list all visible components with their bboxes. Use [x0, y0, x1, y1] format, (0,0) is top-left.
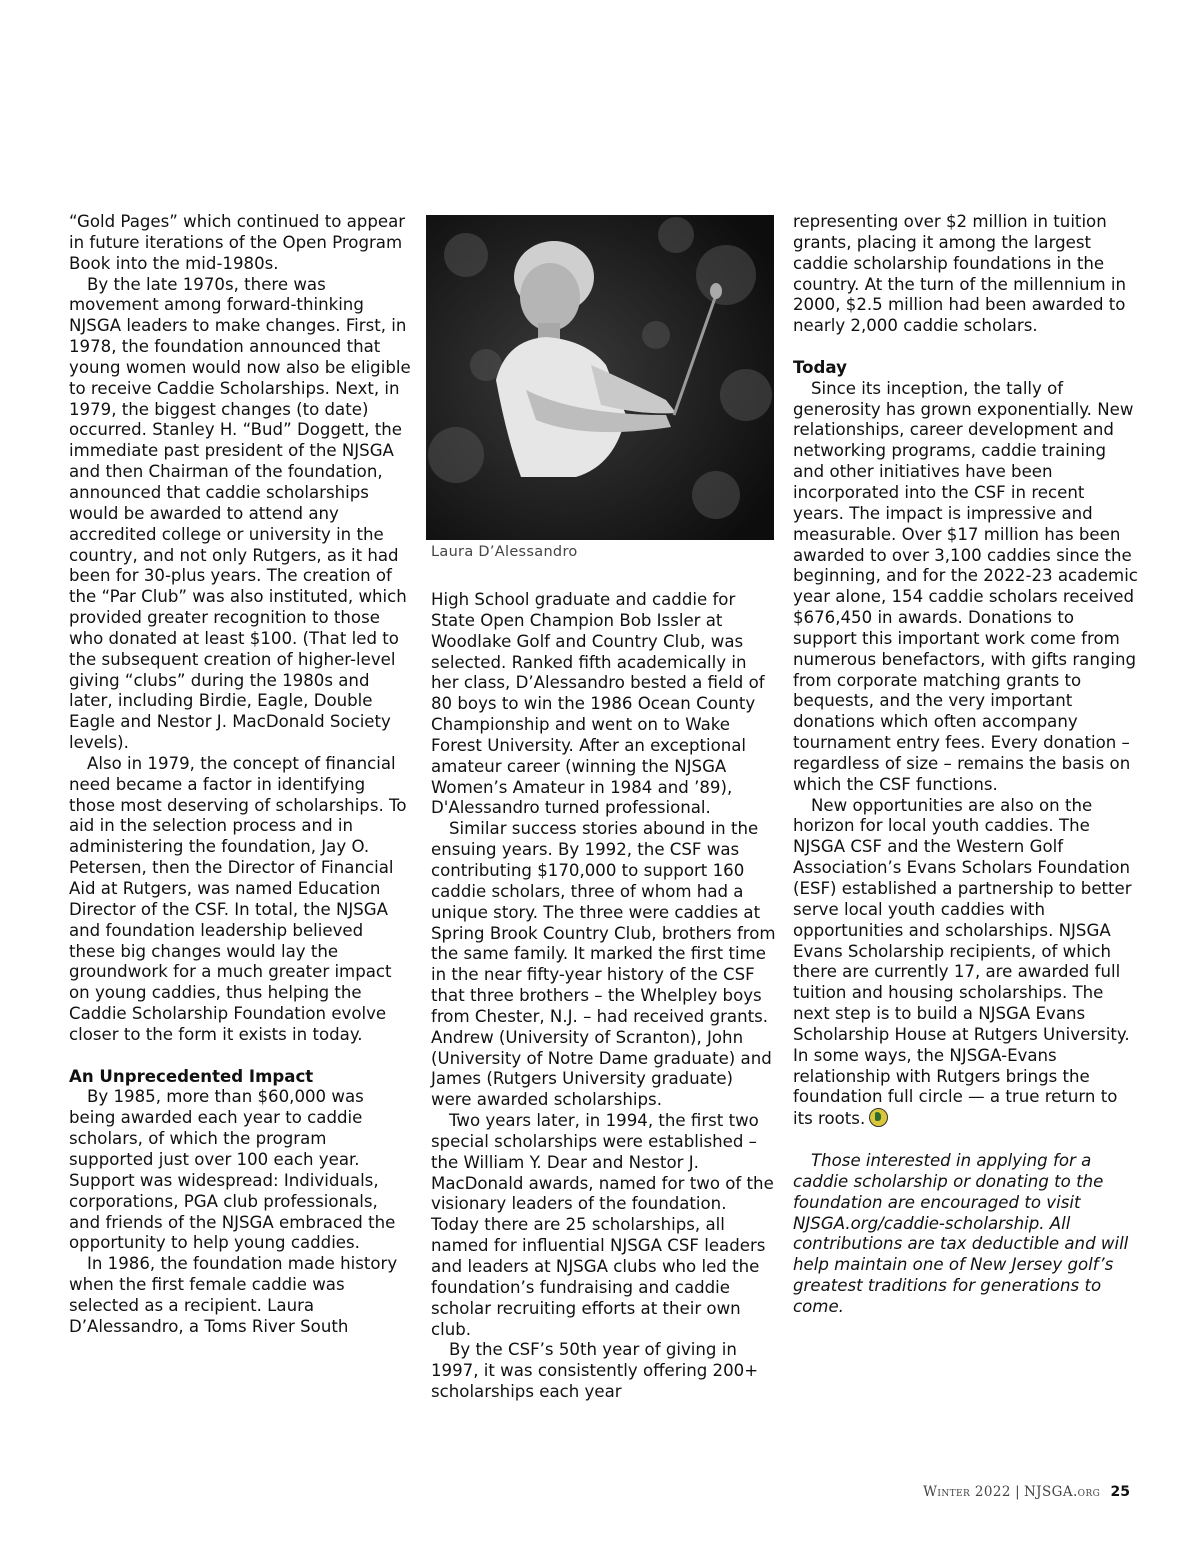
- paragraph-text: New opportunities are also on the horizon for local youth caddies. The NJSGA CSF and the Western Golf Association’s Evans Scholars Foundation (ESF) established a partnership to better serve local youth caddies with opportunities and scholarships. NJSGA Evans Scholarship recipients, of which there are currently 17, are awarded full tuition and housing scholarships. The next step is to build a NJSGA Evans Scholarship House at Rutgers University. In some ways, the NJSGA-Evans relationship with Rutgers brings the foundation full circle — a true return to its roots.: [793, 795, 1132, 1129]
- paragraph: representing over $2 million in tuition grants, placing it among the largest caddie scholarship foundations in the country. At the turn of the millennium in 2000, $2.5 million had been awarded to nearly 2,000 caddie scholars.: [793, 212, 1127, 336]
- issue-label: Winter 2022: [923, 1484, 1011, 1500]
- article-column-1: [69, 212, 414, 1338]
- paragraph: Similar success stories abound in the ensuing years. By 1992, the CSF was contributing $170,000 to support 160 caddie scholars, three of whom had a unique story. The three were caddies at Spring Brook Country Club, brothers from the same family. It marked the first time in the near fifty-year history of the CSF that three brothers – the Whelpley boys from Chester, N.J. – had received grants. Andrew (University of Scranton), John (University of Notre Dame graduate) and James (Rutgers University graduate) were awarded scholarships.: [431, 819, 776, 1110]
- paragraph: Also in 1979, the concept of financial need became a factor in identifying those most deserving of scholarships. To aid in the selection process and in administering the foundation, Jay O. Petersen, then the Director of Financial Aid at Rutgers, was named Education Director of the CSF. In total, the NJSGA and foundation leadership believed these big changes would lay the groundwork for a much greater impact on young caddies, thus helping the Caddie Scholarship Foundation evolve closer to the form it exists in today.: [69, 753, 407, 1044]
- article-column-3: [793, 212, 1138, 1318]
- paragraph: High School graduate and caddie for State Open Champion Bob Issler at Woodlake Golf and Country Club, was selected. Ranked fifth academically in her class, D’Alessandro bested a field of 80 boys to win the 1986 Ocean County Championship and went on to Wake Forest University. After an exceptional amateur career (winning the NJSGA Women’s Amateur in 1984 and ’89), D'Alessandro turned professional.: [431, 590, 765, 818]
- njsga-logo-icon: [869, 1108, 888, 1127]
- paragraph: In 1986, the foundation made history when the first female caddie was selected as a recipient. Laura D’Alessandro, a Toms River South: [69, 1254, 398, 1336]
- paragraph: Since its inception, the tally of generosity has grown exponentially. New relationships, career development and networking programs, caddie training and other initiatives have been incorporated into the CSF in recent years. The impact is impressive and measurable. Over $17 million has been awarded to over 3,100 caddies since the beginning, and for the 2022-23 academic year alone, 154 caddie scholars received $676,450 in awards. Donations to support this important work come from numerous benefactors, with gifts ranging from corporate matching grants to bequests, and the very important donations which often accompany tournament entry fees. Every donation – regardless of size – remains the basis on which the CSF functions.: [793, 378, 1138, 794]
- page-footer: [923, 1484, 1130, 1500]
- paragraph: [793, 796, 1138, 1131]
- paragraph: Two years later, in 1994, the first two special scholarships were established – the William Y. Dear and Nestor J. MacDonald awards, named for two of the visionary leaders of the foundation. Today there are 25 scholarships, all named for influential NJSGA CSF leaders and leaders at NJSGA clubs who led the foundation’s fundraising and caddie scholar recruiting efforts at their own club.: [431, 1111, 774, 1339]
- golfer-photo-illustration: [426, 215, 774, 540]
- photo-laura-dalessandro: [426, 215, 774, 540]
- section-heading-impact: An Unprecedented Impact: [69, 1066, 314, 1086]
- photo-caption: Laura D’Alessandro: [431, 544, 578, 560]
- closing-note: Those interested in applying for a caddie scholarship or donating to the foundation are encouraged to visit NJSGA.org/caddie-scholarship. All contributions are tax deductible and will help maintain one of New Jersey golf’s greatest traditions for generations to come.: [793, 1150, 1129, 1316]
- paragraph: By 1985, more than $60,000 was being awarded each year to caddie scholars, of which the program supported just over 100 each year. Support was widespread: Individuals, corporations, PGA club professionals, and friends of the NJSGA embraced the opportunity to help young caddies.: [69, 1087, 396, 1253]
- paragraph: By the CSF’s 50th year of giving in 1997, it was consistently offering 200+ scholarships each year: [431, 1340, 759, 1402]
- site-label: NJSGA.org: [1023, 1484, 1101, 1500]
- footer-separator: |: [1015, 1484, 1020, 1500]
- article-column-2: [431, 590, 776, 1403]
- paragraph: “Gold Pages” which continued to appear in future iterations of the Open Program Book into the mid-1980s.: [69, 212, 406, 273]
- paragraph: By the late 1970s, there was movement among forward-thinking NJSGA leaders to make changes. First, in 1978, the foundation announced that young women would now also be eligible to receive Caddie Scholarships. Next, in 1979, the biggest changes (to date) occurred. Stanley H. “Bud” Doggett, the immediate past president of the NJSGA and then Chairman of the foundation, announced that caddie scholarships would be awarded to attend any accredited college or university in the country, and not only Rutgers, as it had been for 30-plus years. The creation of the “Par Club” was also instituted, which provided greater recognition to those who donated at least $100. (That led to the subsequent creation of higher-level giving “clubs” during the 1980s and later, including Birdie, Eagle, Double Eagle and Nestor J. MacDonald Society levels).: [69, 274, 411, 753]
- section-heading-today: Today: [793, 357, 847, 377]
- page-number: 25: [1110, 1484, 1130, 1500]
